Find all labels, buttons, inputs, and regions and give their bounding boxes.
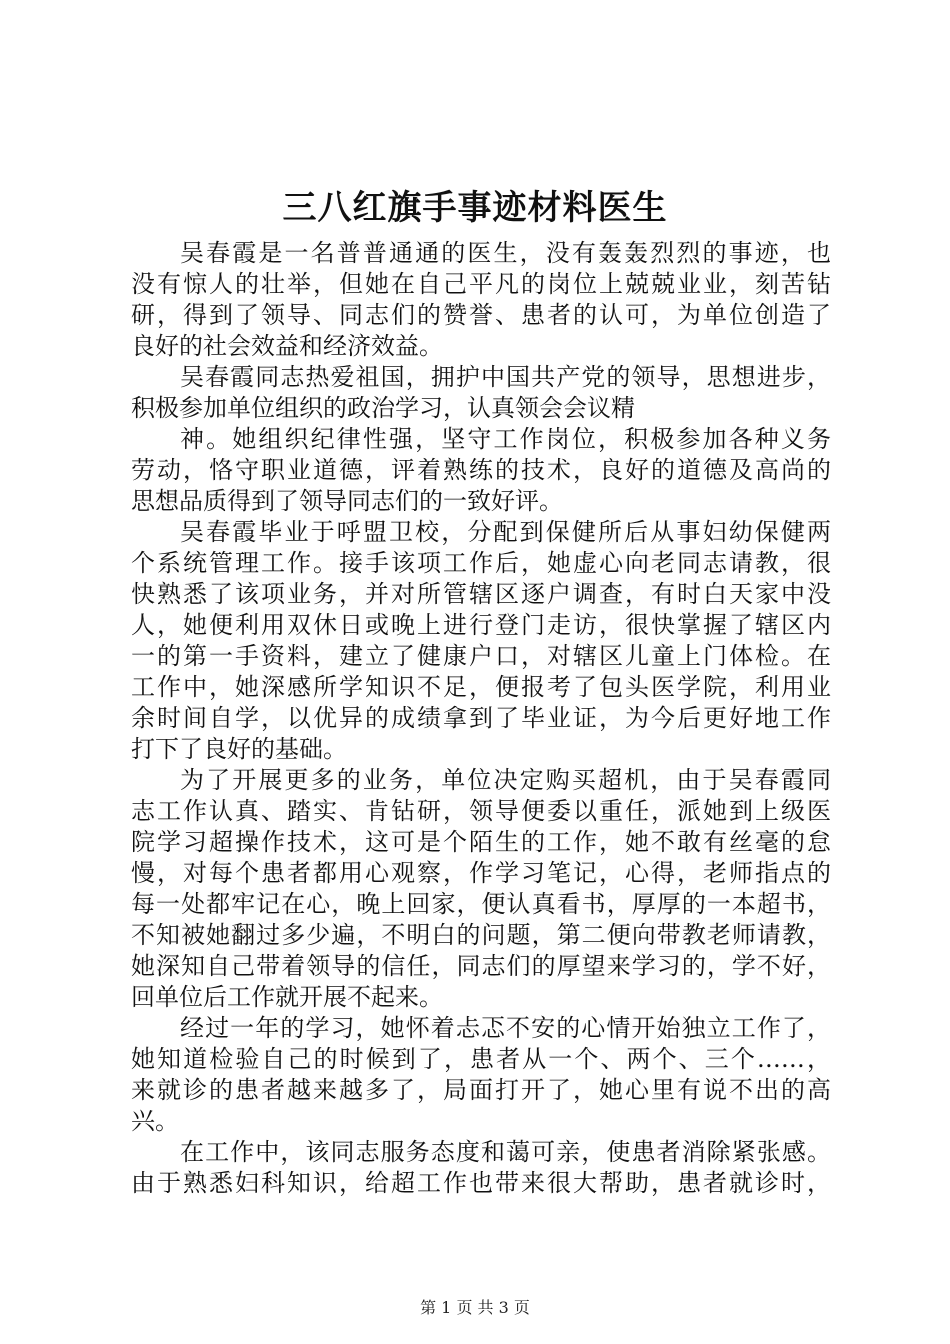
body-line: 人，她便利用双休日或晚上进行登门走访，很快掌握了辖区内: [131, 611, 831, 639]
body-line: 劳动，恪守职业道德，评着熟练的技术，良好的道德及高尚的: [131, 456, 831, 484]
body-line: 思想品质得到了领导同志们的一致好评。: [131, 487, 563, 515]
document-title: 三八红旗手事迹材料医生: [282, 188, 668, 228]
body-line: 每一处都牢记在心，晚上回家，便认真看书，厚厚的一本超书，: [131, 890, 831, 918]
body-line: 慢，对每个患者都用心观察，作学习笔记，心得，老师指点的: [131, 859, 831, 887]
body-line: 院学习超操作技术，这可是个陌生的工作，她不敢有丝毫的怠: [131, 828, 831, 856]
body-line: 研，得到了领导、同志们的赞誉、患者的认可，为单位创造了: [131, 301, 831, 329]
body-line: 吴春霞毕业于呼盟卫校，分配到保健所后从事妇幼保健两: [180, 518, 831, 546]
body-line: 工作中，她深感所学知识不足，便报考了包头医学院，利用业: [131, 673, 831, 701]
body-line: 快熟悉了该项业务，并对所管辖区逐户调查，有时白天家中没: [131, 580, 831, 608]
body-line: 一的第一手资料，建立了健康户口，对辖区儿童上门体检。在: [131, 642, 831, 670]
body-line: 打下了良好的基础。: [131, 735, 347, 763]
body-line: 来就诊的患者越来越多了，局面打开了，她心里有说不出的高: [131, 1076, 831, 1104]
body-line: 吴春霞同志热爱祖国，拥护中国共产党的领导，思想进步，: [180, 363, 831, 391]
body-line: 神。她组织纪律性强，坚守工作岗位，积极参加各种义务: [180, 425, 831, 453]
body-line: 在工作中，该同志服务态度和蔼可亲，使患者消除紧张感。: [180, 1138, 831, 1166]
body-line: 由于熟悉妇科知识，给超工作也带来很大帮助，患者就诊时，: [131, 1169, 831, 1197]
body-line: 回单位后工作就开展不起来。: [131, 983, 443, 1011]
body-line: 良好的社会效益和经济效益。: [131, 332, 443, 360]
body-line: 积极参加单位组织的政治学习，认真领会会议精: [131, 394, 635, 422]
body-line: 不知被她翻过多少遍，不明白的问题，第二便向带教老师请教，: [131, 921, 831, 949]
body-line: 经过一年的学习，她怀着忐忑不安的心情开始独立工作了，: [180, 1014, 831, 1042]
body-line: 她深知自己带着领导的信任，同志们的厚望来学习的，学不好，: [131, 952, 831, 980]
body-line: 她知道检验自己的时候到了，患者从一个、两个、三个……，: [131, 1045, 831, 1073]
document-body: [131, 238, 831, 1199]
body-line: 兴。: [131, 1107, 179, 1135]
body-line: 吴春霞是一名普普通通的医生，没有轰轰烈烈的事迹，也: [180, 239, 831, 267]
body-line: 余时间自学，以优异的成绩拿到了毕业证，为今后更好地工作: [131, 704, 831, 732]
body-line: 为了开展更多的业务，单位决定购买超机，由于吴春霞同: [180, 766, 831, 794]
page-number-footer: 第 1 页 共 3 页: [420, 1298, 530, 1317]
body-line: 志工作认真、踏实、肯钻研，领导便委以重任，派她到上级医: [131, 797, 831, 825]
body-line: 个系统管理工作。接手该项工作后，她虚心向老同志请教，很: [131, 549, 831, 577]
body-line: 没有惊人的壮举，但她在自己平凡的岗位上兢兢业业，刻苦钻: [131, 270, 831, 298]
